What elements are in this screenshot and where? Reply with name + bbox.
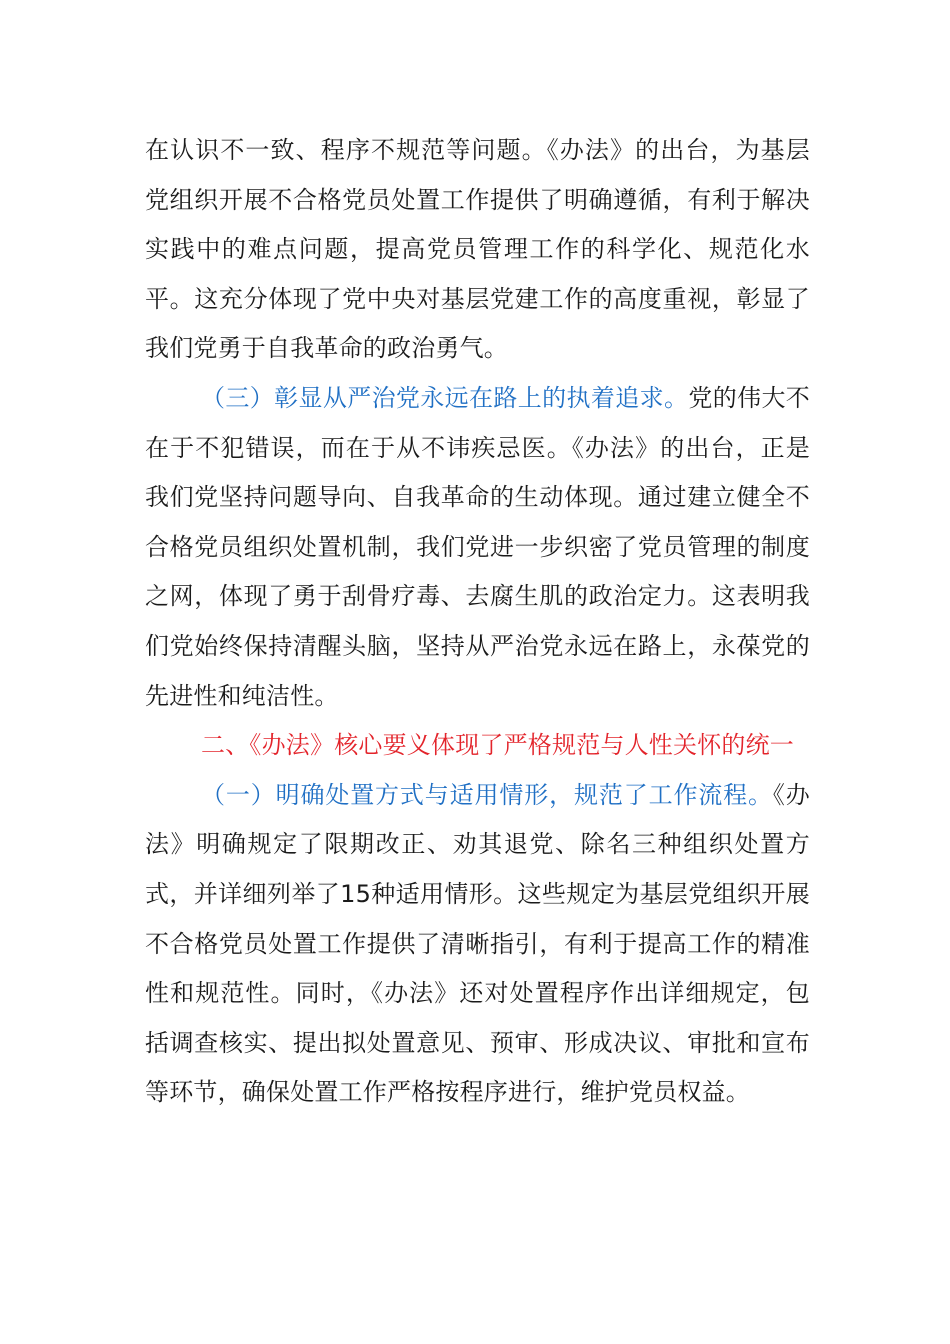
section-heading-2-text: 二、《办法》核心要义体现了严格规范与人性关怀的统一: [201, 731, 794, 760]
section-heading-2: [145, 721, 810, 771]
document-body: [145, 126, 810, 1118]
paragraph-1: [145, 126, 810, 374]
paragraph-3: [145, 771, 810, 1118]
subheading-3: （三）彰显从严治党永远在路上的执着追求。: [201, 383, 689, 412]
paragraph-2: [145, 374, 810, 721]
paragraph-2-text: 党的伟大不在于不犯错误，而在于从不讳疾忌医。《办法》的出台，正是我们党坚持问题导向、自我革命的生动体现。通过建立健全不合格党员组织处置机制，我们党进一步织密了党员管理的制度之网，体现了勇于刮骨疗毒、去腐生肌的政治定力。这表明我们党始终保持清醒头脑，坚持从严治党永远在路上，永葆党的先进性和纯洁性。: [145, 383, 811, 710]
paragraph-1-text: 在认识不一致、程序不规范等问题。《办法》的出台，为基层党组织开展不合格党员处置工作提供了明确遵循，有利于解决实践中的难点问题，提高党员管理工作的科学化、规范化水平。这充分体现了党中央对基层党建工作的高度重视，彰显了我们党勇于自我革命的政治勇气。: [145, 136, 810, 363]
paragraph-3-text: 《办法》明确规定了限期改正、劝其退党、除名三种组织处置方式，并详细列举了15种适用情形。这些规定为基层党组织开展不合格党员处置工作提供了清晰指引，有利于提高工作的精准性和规范性。同时，《办法》还对处置程序作出详细规定，包括调查核实、提出拟处置意见、预审、形成决议、审批和宣布等环节，确保处置工作严格按程序进行，维护党员权益。: [145, 780, 810, 1107]
subheading-1: （一）明确处置方式与适用情形，规范了工作流程。: [201, 780, 773, 809]
